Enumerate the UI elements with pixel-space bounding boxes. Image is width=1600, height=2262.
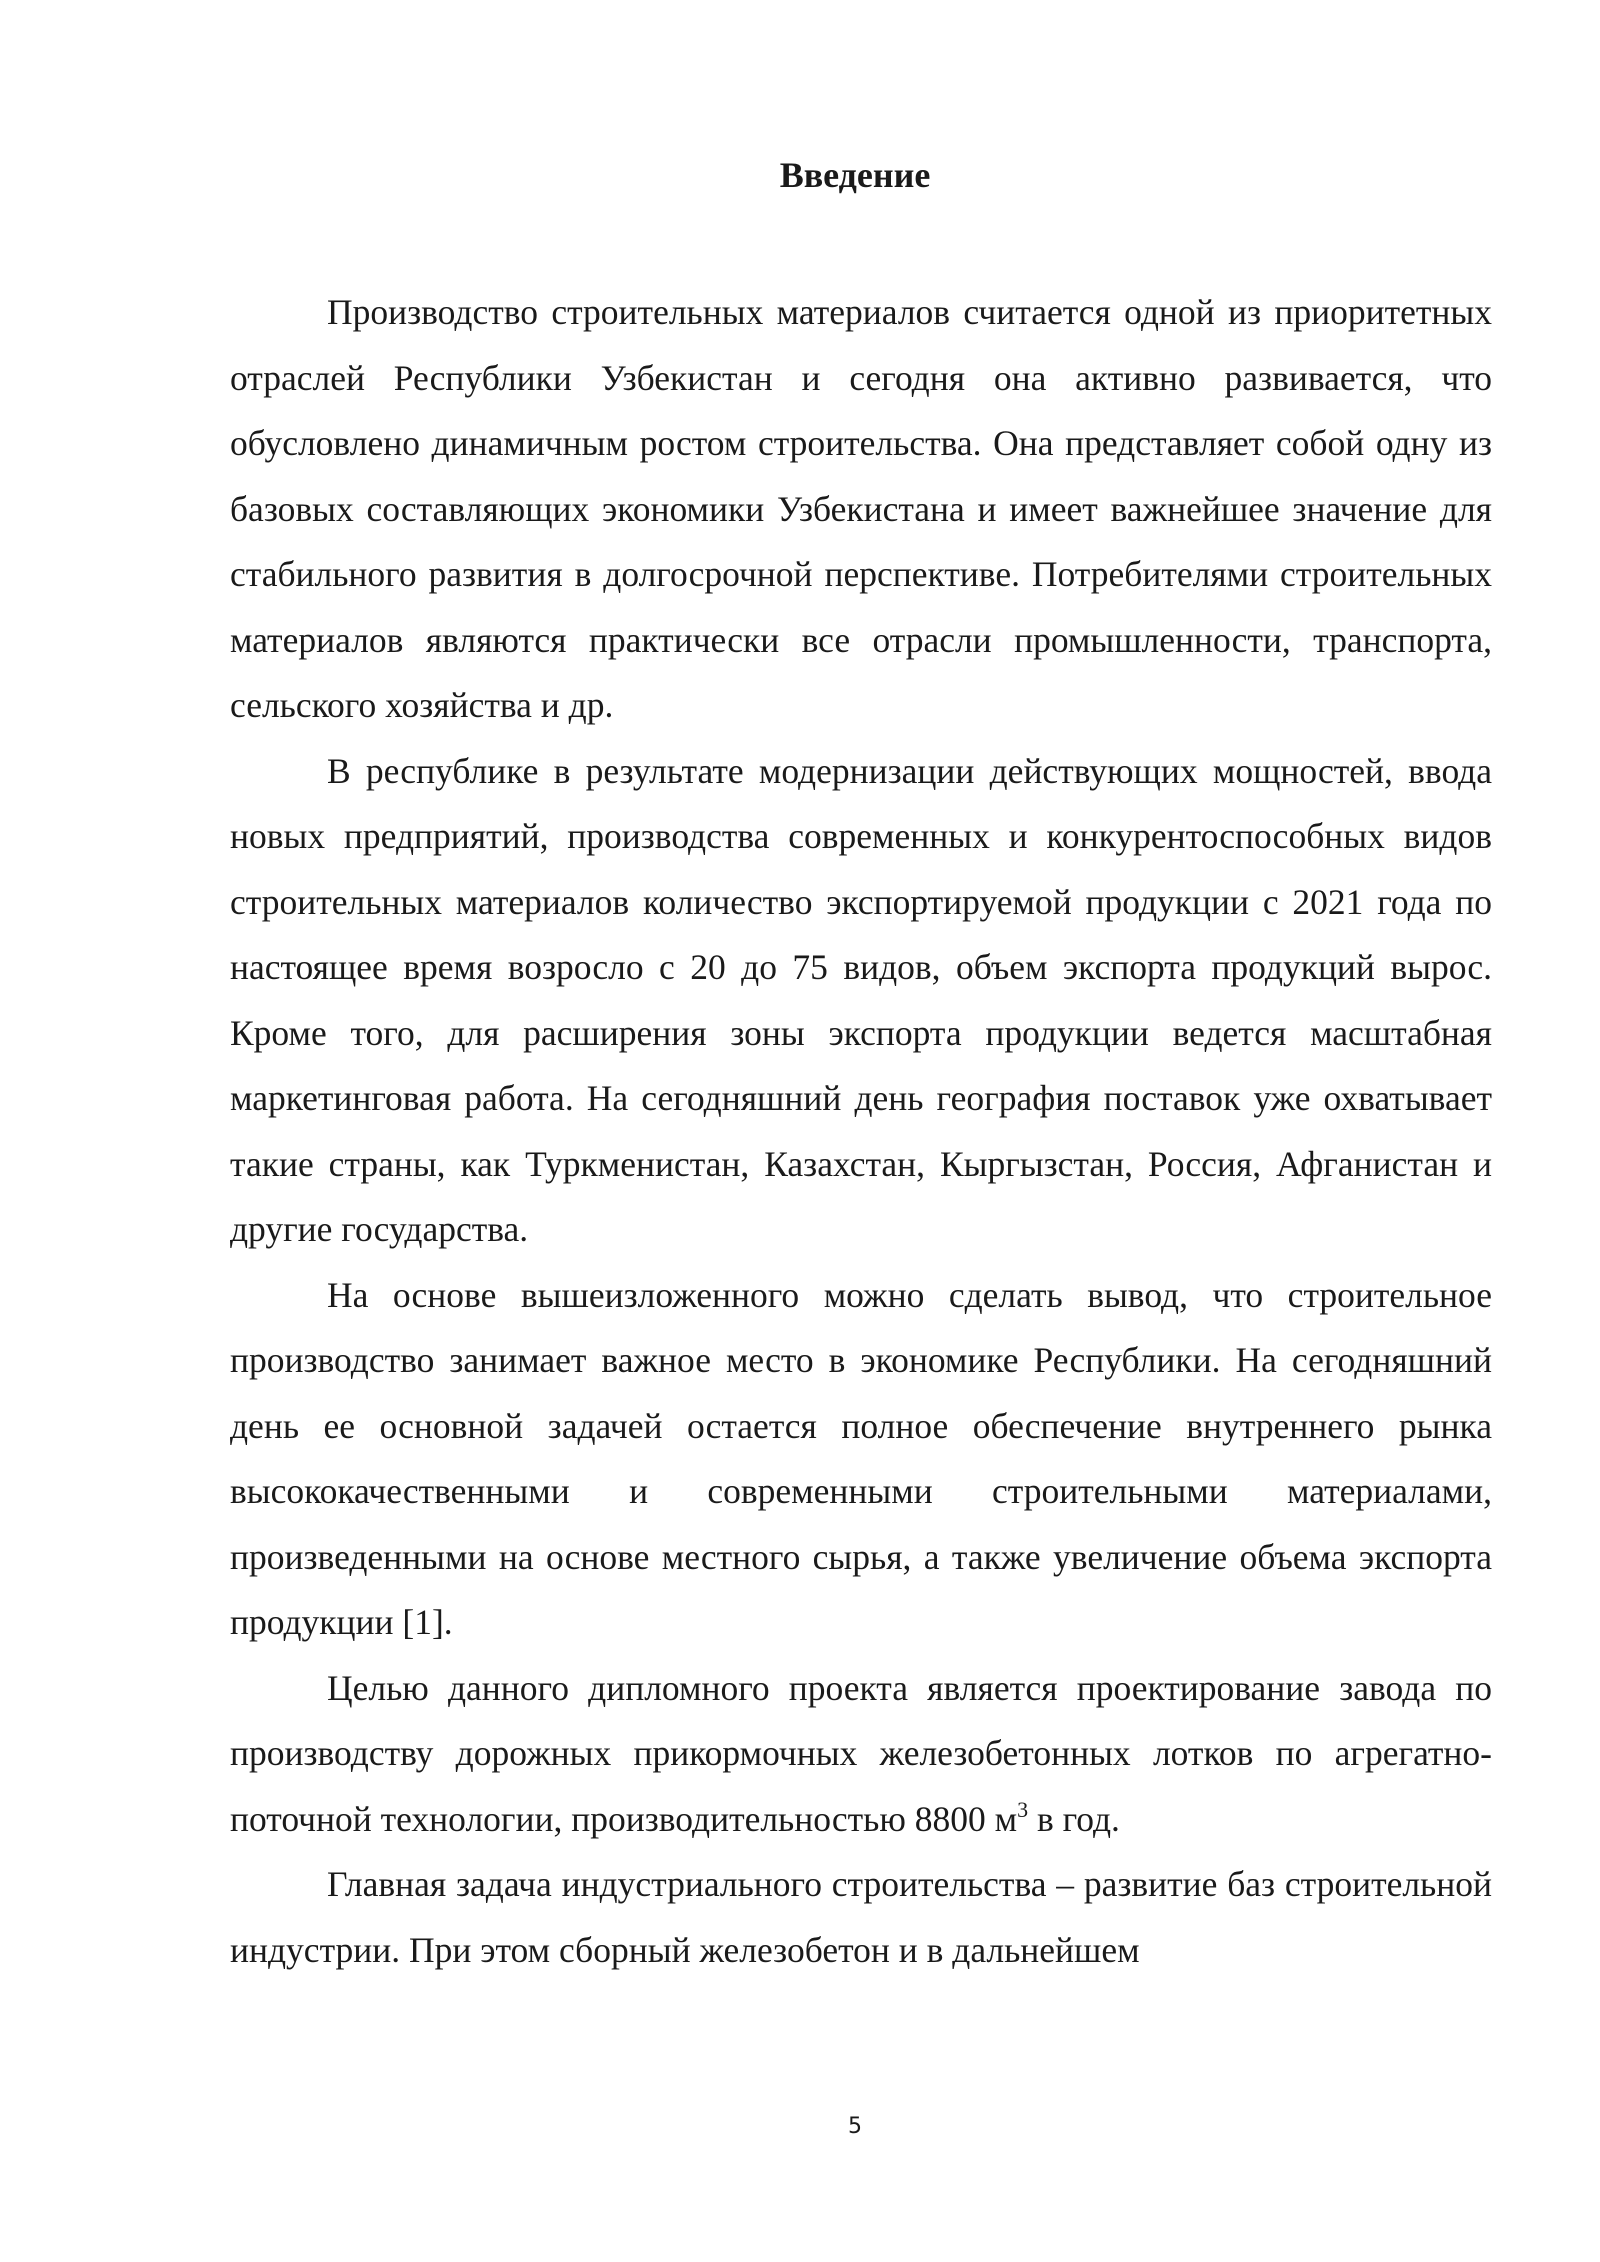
paragraph-5: Главная задача индустриального строительства – развитие баз строительной индустрии. При этом сборный железобетон и в дальнейшем bbox=[230, 1864, 1492, 1970]
paragraph-2: В республике в результате модернизации действующих мощностей, ввода новых предприятий, производства современных и конкурентоспособных видов строительных материалов количество экспортируемой продукции с 2021 года по настоящее время возросло с 20 до 75 видов, объем экспорта продукций вырос. Кроме того, для расширения зоны экспорта продукции ведется масштабная маркетинговая работа. На сегодняшний день география поставок уже охватывает такие страны, как Туркменистан, Казахстан, Кыргызстан, Россия, Афганистан и другие государства. bbox=[230, 750, 1492, 1249]
page-title: Введение bbox=[779, 155, 931, 195]
page-number: 5 bbox=[848, 2114, 862, 2139]
body-text bbox=[230, 280, 1492, 1983]
paragraph-1: Производство строительных материалов считается одной из приоритетных отраслей Республики Узбекистан и сегодня она активно развивается, что обусловлено динамичным ростом строительства. Она представляет собой одну из базовых составляющих экономики Узбекистана и имеет важнейшее значение для стабильного развития в долгосрочной перспективе. Потребителями строительных материалов являются практически все отрасли промышленности, транспорта, сельского хозяйства и др. bbox=[230, 292, 1492, 725]
paragraph-4-tail: в год. bbox=[1028, 1798, 1120, 1839]
paragraph-4-main: Целью данного дипломного проекта является проектирование завода по производству дорожных прикормочных железобетонных лотков по агрегатно-поточной технологии, производительностью 8800 м bbox=[230, 1667, 1492, 1839]
cubic-superscript: 3 bbox=[1017, 1796, 1029, 1822]
paragraph-3: На основе вышеизложенного можно сделать вывод, что строительное производство занимает важное место в экономике Республики. На сегодняшний день ее основной задачей остается полное обеспечение внутреннего рынка высококачественными и современными строительными материалами, произведенными на основе местного сырья, а также увеличение объема экспорта продукции [1]. bbox=[230, 1274, 1492, 1642]
paragraph-4 bbox=[230, 1656, 1492, 1853]
